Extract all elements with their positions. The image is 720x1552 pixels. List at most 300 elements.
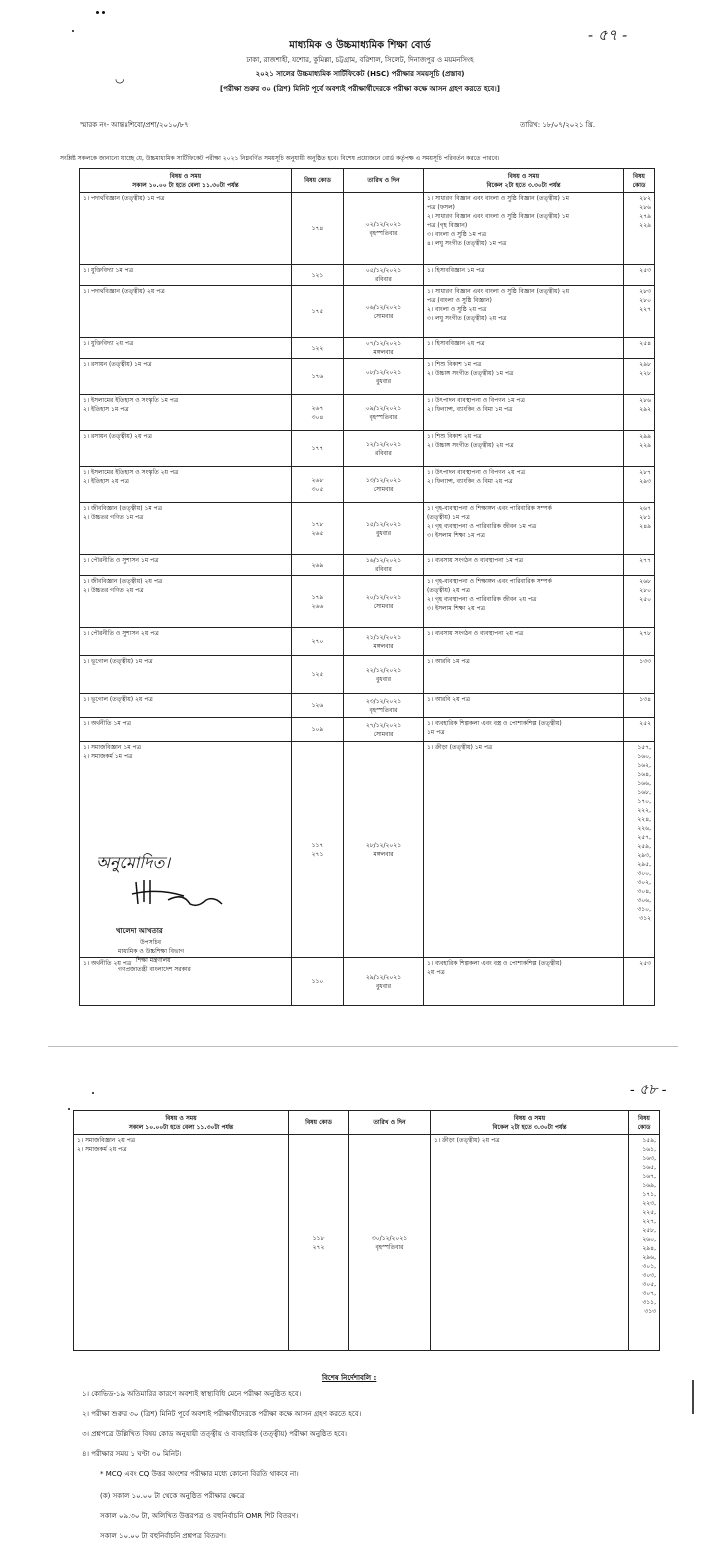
morning-subject-code-line: ২৬৭ — [311, 404, 324, 412]
header-date-day: তারিখ ও দিন — [349, 1111, 431, 1135]
morning-subject-line: ১। ইসলামের ইতিহাস ও সংস্কৃতি ২য় পত্র — [83, 469, 179, 476]
afternoon-subject-line: ১। শিশু বিকাশ ১ম পত্র — [427, 361, 482, 368]
scan-speck — [68, 1108, 70, 1110]
exam-date-day-line: মঙ্গলবার — [373, 349, 394, 356]
schedule-row — [80, 656, 655, 694]
exam-date-day-line: ০২/১২/২০২১ — [365, 220, 402, 228]
morning-subject-code-line: ২৬৫ — [311, 529, 324, 537]
exam-date-day-line: ০৯/১২/২০২১ — [365, 404, 402, 412]
exam-date-day-line: ২২/১২/২০২১ — [365, 666, 402, 674]
afternoon-subject-code-line: ২৮৩ — [639, 288, 651, 295]
schedule-row — [80, 467, 655, 503]
schedule-row — [74, 1135, 660, 1351]
signature-scribble-label — [140, 890, 142, 891]
exam-date-day-line: ৩০/১২/২০২১ — [371, 1234, 408, 1242]
afternoon-subject-line: পত্র (বাংলা ও সুষ্ঠি বিজ্ঞান) — [427, 297, 492, 304]
morning-subject — [80, 503, 292, 555]
afternoon-subject — [424, 694, 624, 718]
afternoon-subject — [424, 555, 624, 576]
scan-speck — [92, 1092, 94, 1094]
morning-subject-code — [292, 718, 344, 742]
morning-subject — [80, 555, 292, 576]
morning-subject-line: ১। পৌরনীতি ও সুশাসন ১ম পত্র — [83, 557, 159, 564]
morning-subject-code-line: ১৭৪ — [311, 225, 324, 232]
morning-subject — [80, 265, 292, 286]
afternoon-subject-code — [624, 193, 655, 265]
exam-date-day — [344, 694, 424, 718]
morning-subject — [80, 338, 292, 359]
morning-subject-code-line: ১২২ — [311, 344, 324, 352]
afternoon-subject-code-line: ২৮১ — [639, 514, 651, 521]
morning-subject-code-line: ২৬৯ — [311, 561, 324, 569]
morning-subject-line: ১। যুক্তিবিদ্যা ২য় পত্র — [83, 340, 134, 347]
morning-subject — [80, 694, 292, 718]
exam-date-day-line: ১৫/১২/২০২১ — [365, 520, 402, 528]
afternoon-subject-line: ২। ফিন্যান্স, ব্যাংকিং ও বিমা ২য় পত্র — [427, 478, 513, 485]
afternoon-subject-code — [624, 286, 655, 338]
afternoon-subject-code-line: ২২৯ — [639, 222, 651, 229]
schedule-row — [80, 576, 655, 628]
afternoon-subject — [424, 431, 624, 467]
morning-subject — [80, 431, 292, 467]
afternoon-subject-line: ২। গৃহ ব্যবস্থাপনা ও পারিবারিক জীবন ১ম পত্র — [427, 523, 537, 530]
afternoon-subject-code — [624, 958, 655, 1006]
afternoon-subject-code-line: ৩০৭, — [642, 1290, 656, 1297]
scan-speck — [102, 11, 105, 14]
afternoon-subject-line: ৪। লঘু সংগীত (তত্ত্বীয়) ১ম পত্র — [427, 240, 507, 247]
morning-subject-code — [292, 656, 344, 694]
morning-subject — [80, 718, 292, 742]
morning-subject-line: ১। পৌরনীতি ও সুশাসন ২য় পত্র — [83, 630, 159, 637]
afternoon-subject-code-line: ১৩৪ — [639, 696, 651, 703]
exam-date-day-line: ০৮/১২/২০২১ — [365, 368, 402, 376]
afternoon-subject-code-line: ২৭৮ — [639, 630, 651, 637]
afternoon-subject-line: ১। সাধারণ বিজ্ঞান এবং বাংলা ও সুষ্ঠি বিজ্ঞান (তত্ত্বীয়) ১ম — [427, 195, 569, 202]
smudge-mark: ◡ — [115, 72, 125, 85]
afternoon-subject-code-line: ১৫৭, — [637, 744, 651, 751]
afternoon-subject-line: ২। উচ্চাঙ্গ সংগীত (তত্ত্বীয়) ২য় পত্র — [427, 442, 514, 449]
afternoon-subject-code-line: ১৬০, — [637, 753, 651, 760]
schedule-row — [80, 193, 655, 265]
afternoon-subject-code-line: ৩০৪, — [637, 888, 651, 895]
afternoon-subject-code-line: ২৭৭ — [639, 557, 651, 564]
afternoon-subject-line: ১। শিশু বিকাশ ২য় পত্র — [427, 433, 482, 440]
afternoon-subject — [424, 628, 624, 656]
morning-subject — [80, 576, 292, 628]
header-subject-code: বিষয় কোড — [292, 169, 344, 193]
header-morning-subject: বিষয় ও সময় সকাল ১০.০০টা হতে বেলা ১১.৩০টা পর্যন্ত — [74, 1111, 289, 1135]
afternoon-subject-code — [624, 431, 655, 467]
afternoon-subject — [424, 338, 624, 359]
header-date-day: তারিখ ও দিন — [344, 169, 424, 193]
header-afternoon-subject: বিষয় ও সময় বিকেল ২টা হতে ৩.৩০টা পর্যন্ত — [424, 169, 624, 193]
exam-date-day-line: ২৯/১২/২০২১ — [365, 973, 402, 981]
morning-subject-code — [292, 694, 344, 718]
afternoon-subject-code-line: ২৬৭ — [639, 505, 651, 512]
signatory-government: গণপ্রজাতন্ত্রী বাংলাদেশ সরকার — [118, 966, 191, 973]
afternoon-subject-line: ২। সাধারণ বিজ্ঞান এবং বাংলা ও সুষ্ঠি বিজ্ঞান (তত্ত্বীয়) ১ম — [427, 213, 569, 220]
page-number-mark-2: - ৫৮ - — [630, 1082, 667, 1098]
afternoon-subject-line: ১। আরবি ২য় পত্র — [427, 696, 471, 703]
scan-edge-mark — [692, 1380, 694, 1414]
afternoon-subject-code-line: ১৬৫, — [642, 1164, 656, 1171]
exam-date-day-line: বৃহস্পতিবার — [369, 413, 398, 421]
exam-date-day — [344, 193, 424, 265]
morning-subject-line: ২। সমাজকর্ম ১ম পত্র — [83, 753, 133, 760]
afternoon-subject — [431, 1135, 629, 1351]
afternoon-subject-code-line: ২৫০ — [639, 596, 651, 603]
morning-subject-code-line: ২৭২ — [312, 1243, 325, 1251]
page-divider — [48, 1046, 678, 1047]
morning-subject-code-line: ১২১ — [311, 271, 324, 279]
intro-text: সংশ্লিষ্ট সকলকে জানানো যাচ্ছে যে, উচ্চমাধ্যমিক সার্টিফিকেট পরীক্ষা ২০২১ নিম্নবর্ণিত সময়সূচি অনুযায়ী অনুষ্ঠিত হবে। বিশেষ প্রয়োজনে বোর্ড কর্তৃপক্ষ এ সময়সূচি পরিবর্তন করতে পারবে। — [60, 155, 500, 162]
morning-subject-code-line: ১০৯ — [311, 726, 324, 733]
exam-date-day-line: রবিবার — [375, 276, 392, 283]
exam-date-day-line: ১৩/১২/২০২১ — [365, 476, 402, 484]
instruction-item: সকাল ০৯.৩০ টা, অলিখিত উত্তরপত্র ও বহুনির্বাচনি OMR শিট বিতরণ। — [100, 1512, 299, 1520]
afternoon-subject-line: ১। গৃহ-ব্যবস্থাপনা ও শিক্ষাঙ্গন এবং পারিবারিক সম্পর্ক — [427, 578, 552, 585]
exam-date-day-line: ০৭/১২/২০২১ — [365, 340, 402, 347]
afternoon-subject-code-line: ২৫২ — [639, 720, 651, 727]
afternoon-subject-code-line: ১৬২, — [637, 762, 651, 769]
morning-subject-code — [292, 265, 344, 286]
morning-subject-line: ১। সমাজবিজ্ঞান ১ম পত্র — [83, 744, 141, 751]
schedule-row — [80, 628, 655, 656]
afternoon-subject-line: ১। সাধারণ বিজ্ঞান এবং বাংলা ও সুষ্ঠি বিজ্ঞান (তত্ত্বীয়) ২য় — [427, 288, 570, 295]
morning-subject-line: ১। পদার্থবিজ্ঞান (তত্ত্বীয়) ১ম পত্র — [83, 195, 165, 202]
afternoon-subject-line: ১। হিসাববিজ্ঞান ১ম পত্র — [427, 267, 485, 274]
afternoon-subject-code-line: ২২৫, — [642, 1209, 656, 1216]
afternoon-subject-code-line: ৩১০, — [637, 906, 651, 913]
morning-subject — [80, 467, 292, 503]
afternoon-subject-code-line: ২২৪, — [637, 816, 651, 823]
afternoon-subject-code-line: ১৭১, — [642, 1191, 656, 1198]
afternoon-subject-code-line: ২৫৯, — [637, 843, 651, 850]
exam-date-day-line: বৃহস্পতিবার — [375, 1243, 404, 1251]
exam-date-day-line: রবিবার — [375, 566, 392, 573]
page-number-mark: - ৫৭ - — [588, 26, 628, 44]
afternoon-subject-code-line: ২৬৮ — [639, 578, 651, 585]
instruction-item: ৩। প্রশ্নপত্রে উল্লিখিত বিষয় কোড অনুযায়ী তত্ত্বীয় ও ব্যবহারিক (তত্ত্বীয়) পরীক্ষা অনুষ্ঠিত হবে। — [82, 1430, 347, 1438]
afternoon-subject-code-line: ১৬৪, — [637, 771, 651, 778]
afternoon-subject-code — [624, 555, 655, 576]
exam-date-day-line: বুধবার — [375, 675, 392, 683]
schedule-row — [80, 718, 655, 742]
exam-date-day — [344, 503, 424, 555]
exam-date-day-line: সোমবার — [373, 730, 394, 738]
morning-subject-code-line: ৩০৪ — [311, 413, 324, 421]
afternoon-subject-code-line: ২৭৯ — [639, 213, 651, 220]
afternoon-subject-code — [624, 359, 655, 395]
morning-subject-code — [292, 742, 344, 958]
instruction-item: ৪। পরীক্ষার সময় ১ ঘণ্টা ৩০ মিনিট। — [82, 1450, 182, 1458]
afternoon-subject — [424, 742, 624, 958]
morning-subject-line: ২। উচ্চতর গণিত ১ম পত্র — [83, 514, 144, 521]
morning-subject-code-line: ১৭৯ — [311, 593, 324, 601]
afternoon-subject-line: ৩। বাংলা ও সুষ্ঠি ১ম পত্র — [427, 231, 487, 238]
exam-date-day — [344, 742, 424, 958]
morning-subject-code — [289, 1135, 349, 1351]
afternoon-subject-code-line: ২৯৬, — [642, 1254, 656, 1261]
exam-date-day-line: ২১/১২/২০২১ — [365, 633, 402, 641]
afternoon-subject-code-line: ২৯৯ — [639, 433, 651, 440]
scan-speck — [96, 11, 99, 14]
exam-date-day — [344, 628, 424, 656]
exam-date-day-line: বুধবার — [375, 377, 392, 385]
afternoon-subject-line: ১ম পত্র — [427, 729, 445, 736]
morning-subject-line: ১। অর্থনীতি ১ম পত্র — [83, 720, 132, 727]
afternoon-subject — [424, 718, 624, 742]
afternoon-subject-line: ১। ব্যবহারিক শিল্পকলা এবং বস্ত্র ও পোশাকশিল্প (তত্ত্বীয়) — [427, 720, 562, 727]
afternoon-subject-code-line: ১৬৬, — [637, 780, 651, 787]
exam-date-day-line: ২৩/১২/২০২১ — [365, 697, 402, 705]
morning-subject-line: ২। ইতিহাস ২য় পত্র — [83, 478, 129, 485]
afternoon-subject-code — [624, 742, 655, 958]
exam-date-day-line: সোমবার — [373, 312, 394, 320]
morning-subject-line: ১। জীববিজ্ঞান (তত্ত্বীয়) ২য় পত্র — [83, 578, 163, 585]
afternoon-subject — [424, 958, 624, 1006]
exam-date-day-line: বুধবার — [375, 529, 392, 537]
header-subject-code-2: বিষয় কোড — [624, 169, 655, 193]
exam-date-day-line: ২৮/১২/২০২১ — [365, 841, 402, 849]
exam-notice: [পরীক্ষা শুরুর ৩০ (ত্রিশ) মিনিট পূর্বে অবশ্যই পরীক্ষার্থীদেরকে পরীক্ষা কক্ষে আসন গ্রহণ করতে হবে।] — [220, 85, 500, 93]
exam-date-day-line: সোমবার — [373, 602, 394, 610]
exam-date-day — [344, 718, 424, 742]
morning-subject-line: ১। জীববিজ্ঞান (তত্ত্বীয়) ১ম পত্র — [83, 505, 163, 512]
afternoon-subject-line: ১। আরবি ১ম পত্র — [427, 658, 470, 665]
afternoon-subject — [424, 467, 624, 503]
instruction-item: ১। কোভিড-১৯ অতিমারির কারণে অবশ্যই স্বাস্থ্যবিধি মেনে পরীক্ষা অনুষ্ঠিত হবে। — [82, 1390, 302, 1398]
exam-date-day-line: রবিবার — [375, 449, 392, 457]
morning-subject-code-line: ১২৬ — [311, 702, 324, 709]
afternoon-subject-code-line: ১৬৯, — [642, 1182, 656, 1189]
afternoon-subject-code — [624, 656, 655, 694]
afternoon-subject-code-line: ৩০৩, — [642, 1272, 656, 1279]
afternoon-subject-code-line: ২৫৮, — [642, 1227, 656, 1234]
morning-subject — [80, 628, 292, 656]
afternoon-subject-code-line: ৩০০, — [637, 870, 651, 877]
afternoon-subject-code-line: ২৯৩, — [637, 852, 651, 859]
board-title: মাধ্যমিক ও উচ্চমাধ্যমিক শিক্ষা বোর্ড — [289, 40, 431, 51]
afternoon-subject-line: ১। ক্রীড়া (তত্ত্বীয়) ১ম পত্র — [427, 744, 493, 751]
afternoon-subject-code-line: ৩১৩ — [644, 1308, 656, 1315]
morning-subject-code-line: ১৭৬ — [311, 373, 324, 380]
afternoon-subject-line: ১। উৎপাদন ব্যবস্থাপনা ও বিপণন ২য় পত্র — [427, 469, 526, 476]
exam-date-day — [344, 431, 424, 467]
afternoon-subject-code-line: ১৩৩ — [639, 658, 651, 665]
afternoon-subject-code-line: ১৫৯, — [642, 1137, 656, 1144]
exam-date-day — [344, 555, 424, 576]
afternoon-subject-line: ১। ব্যবহারিক শিল্পকলা এবং বস্ত্র ও পোশাকশিল্প (তত্ত্বীয়) — [427, 960, 562, 967]
afternoon-subject-line: পত্র (গৃহ বিজ্ঞান) — [427, 222, 468, 229]
afternoon-subject-code-line: ২৫৩ — [639, 267, 651, 274]
instruction-item: ২। পরীক্ষা শুরুর ৩০ (ত্রিশ) মিনিট পূর্বে অবশ্যই পরীক্ষার্থীদেরকে পরীক্ষা কক্ষে আসন গ্রহণ করতে হবে। — [82, 1410, 362, 1418]
signature-scribble — [128, 874, 228, 914]
afternoon-subject-code-line: ২২২, — [637, 807, 651, 814]
morning-subject-code — [292, 628, 344, 656]
afternoon-subject-code — [624, 503, 655, 555]
morning-subject-code-line: ১৭৫ — [311, 308, 324, 315]
schedule-row — [80, 395, 655, 431]
morning-subject — [74, 1135, 289, 1351]
signatory-ministry: শিক্ষা মন্ত্রণালয় — [136, 957, 171, 964]
morning-subject-line: ২। উচ্চতর গণিত ২য় পত্র — [83, 587, 144, 594]
scan-speck — [72, 30, 74, 32]
morning-subject-code-line: ২৭১ — [311, 850, 324, 858]
afternoon-subject-code-line: ২৮৬ — [639, 397, 651, 404]
schedule-row — [80, 286, 655, 338]
signatory-name: খালেদা আখতার — [116, 927, 163, 935]
afternoon-subject-code-line: ৩০১, — [642, 1263, 656, 1270]
exam-date-day — [344, 467, 424, 503]
afternoon-subject-code-line: ১৬৮, — [637, 789, 651, 796]
morning-subject-line: ১। ভূগোল (তত্ত্বীয়) ১ম পত্র — [83, 658, 153, 665]
exam-date-day — [344, 395, 424, 431]
morning-subject-code-line: ১৭৭ — [311, 445, 324, 452]
afternoon-subject — [424, 576, 624, 628]
morning-subject-code — [292, 338, 344, 359]
header-subject-code: বিষয় কোড — [289, 1111, 349, 1135]
afternoon-subject-line: ১। ব্যবসায় সংগঠন ও ব্যবস্থাপনা ২য় পত্র — [427, 630, 524, 637]
signatory-office: মাধ্যমিক ও উচ্চশিক্ষা বিভাগ — [118, 948, 185, 955]
morning-subject-code-line: ১১৭ — [311, 841, 324, 849]
afternoon-subject-code-line: ২৯৫, — [637, 861, 651, 868]
exam-date-day — [344, 359, 424, 395]
exam-date-day — [344, 958, 424, 1006]
morning-subject-code-line: ১১০ — [311, 978, 324, 985]
morning-subject-code — [292, 286, 344, 338]
exam-date-day-line: মঙ্গলবার — [373, 642, 394, 650]
morning-subject-line: ১। রসায়ন (তত্ত্বীয়) ১ম পত্র — [83, 361, 152, 368]
morning-subject — [80, 193, 292, 265]
morning-subject-code — [292, 555, 344, 576]
morning-subject-line: ১। পদার্থবিজ্ঞান (তত্ত্বীয়) ২য় পত্র — [83, 288, 165, 295]
afternoon-subject-code-line: ৩০৬, — [637, 897, 651, 904]
afternoon-subject — [424, 656, 624, 694]
afternoon-subject-line: ৩। ইসলাম শিক্ষা ১ম পত্র — [427, 532, 485, 539]
morning-subject-line: ২। ইতিহাস ১ম পত্র — [83, 406, 129, 413]
afternoon-subject-code-line: ২৮৬ — [639, 204, 651, 211]
schedule-row — [80, 338, 655, 359]
morning-subject-code-line: ১৭৮ — [311, 520, 324, 528]
exam-date-day-line: সোমবার — [373, 485, 394, 493]
exam-date-day-line: ১৬/১২/২০২১ — [365, 557, 402, 564]
afternoon-subject-code-line: ১৬৩, — [642, 1155, 656, 1162]
exam-date-day — [344, 576, 424, 628]
exam-date-day-line: ০৬/১২/২০২১ — [365, 303, 402, 311]
afternoon-subject-code-line: ২৬০, — [642, 1236, 656, 1243]
morning-subject-line: ১। ইসলামের ইতিহাস ও সংস্কৃতি ১ম পত্র — [83, 397, 179, 404]
afternoon-subject — [424, 503, 624, 555]
afternoon-subject-code-line: ২২৭, — [642, 1218, 656, 1225]
afternoon-subject-code-line: ২৪৯ — [639, 523, 651, 530]
instruction-item: সকাল ১০.০০ টা বহুনির্বাচনি প্রশ্নপত্র বিতরণ। — [100, 1532, 226, 1540]
exam-date-day-line: মঙ্গলবার — [373, 850, 394, 858]
morning-subject-line: ১। রসায়ন (তত্ত্বীয়) ২য় পত্র — [83, 433, 152, 440]
afternoon-subject-code-line: ২৮০ — [639, 587, 651, 594]
morning-subject — [80, 395, 292, 431]
morning-subject-code — [292, 395, 344, 431]
exam-date-day-line: ১২/১২/২০২১ — [365, 440, 402, 448]
afternoon-subject-code — [624, 395, 655, 431]
afternoon-subject-code-line: ১৬৭, — [642, 1173, 656, 1180]
afternoon-subject-code-line: ২৯৮ — [639, 361, 651, 368]
morning-subject-code — [292, 359, 344, 395]
afternoon-subject-line: ২। উচ্চাঙ্গ সংগীত (তত্ত্বীয়) ১ম পত্র — [427, 370, 514, 377]
morning-subject-line: ১। যুক্তিবিদ্যা ১ম পত্র — [83, 267, 134, 274]
exam-date-day — [349, 1135, 431, 1351]
morning-subject-line: ২। সমাজকর্ম ২য় পত্র — [77, 1146, 127, 1153]
header-morning-subject: বিষয় ও সময় সকাল ১০.০০ টা হতে বেলা ১১.৩০টা পর্যন্ত — [80, 169, 292, 193]
morning-subject-code-line: ২৬৮ — [311, 476, 324, 484]
morning-subject-code — [292, 193, 344, 265]
schedule-row — [80, 555, 655, 576]
exam-date-day-line: বুধবার — [375, 982, 392, 990]
approval-handwriting: অনুমোদিত। — [96, 853, 171, 872]
afternoon-subject-code-line: ২২৮ — [639, 370, 651, 377]
exam-date-day-line: বৃহস্পতিবার — [369, 706, 398, 714]
morning-subject-line: ১। সমাজবিজ্ঞান ২য় পত্র — [77, 1137, 136, 1144]
afternoon-subject — [424, 395, 624, 431]
morning-subject — [80, 359, 292, 395]
schedule-row — [80, 694, 655, 718]
afternoon-subject-line: (তত্ত্বীয়) ১ম পত্র — [427, 514, 470, 521]
exam-date-day-line: ২০/১২/২০২১ — [365, 593, 402, 601]
afternoon-subject-code-line: ১৭০, — [637, 798, 651, 805]
afternoon-subject-code-line: ২৮৭ — [639, 469, 651, 476]
morning-subject-code — [292, 431, 344, 467]
afternoon-subject-code-line: ২৯৩ — [639, 478, 651, 485]
afternoon-subject-line: (তত্ত্বীয়) ২য় পত্র — [427, 587, 470, 594]
afternoon-subject-line: ১। হিসাববিজ্ঞান ২য় পত্র — [427, 340, 485, 347]
schedule-row — [80, 503, 655, 555]
morning-subject-code-line: ২৭০ — [311, 638, 324, 645]
afternoon-subject-line: ২। বাংলা ও সুষ্ঠি ২য় পত্র — [427, 306, 487, 313]
exam-date-day — [344, 286, 424, 338]
afternoon-subject-code-line: ৩১১, — [642, 1299, 656, 1306]
afternoon-subject-code-line: ২২৭ — [639, 306, 651, 313]
afternoon-subject-code-line: ৩০২, — [637, 879, 651, 886]
exam-date-day — [344, 265, 424, 286]
afternoon-subject-code-line: ২৫৩ — [639, 960, 651, 967]
afternoon-subject-code — [624, 718, 655, 742]
afternoon-subject-line: ২য় পত্র — [427, 969, 445, 976]
memo-number: স্মারক নং- আন্তঃশিবো/প্রশা/২০১০/৮৭ — [80, 121, 189, 129]
afternoon-subject-code-line: ২৫৪ — [639, 340, 651, 347]
header-afternoon-subject: বিষয় ও সময় বিকেল ২টা হতে ৩.৩০টা পর্যন্ত — [431, 1111, 629, 1135]
afternoon-subject-line: ৩। ইসলাম শিক্ষা ২য় পত্র — [427, 605, 486, 612]
morning-subject-line: ১। ভূগোল (তত্ত্বীয়) ২য় পত্র — [83, 696, 153, 703]
afternoon-subject — [424, 193, 624, 265]
afternoon-subject-code — [629, 1135, 660, 1351]
morning-subject-line: ১। অর্থনীতি ২য় পত্র — [83, 960, 132, 967]
exam-schedule-table-continued — [73, 1110, 660, 1351]
exam-date-day-line: ২৭/১২/২০২১ — [365, 721, 402, 729]
afternoon-subject-code-line: ১৬১, — [642, 1146, 656, 1153]
instructions-title: বিশেষ নির্দেশাবলি : — [322, 1374, 377, 1382]
morning-subject — [80, 286, 292, 338]
boards-list: ঢাকা, রাজশাহী, যশোর, কুমিল্লা, চট্টগ্রাম, বরিশাল, সিলেট, দিনাজপুর ও ময়মনসিংহ — [246, 56, 474, 64]
afternoon-subject-code-line: ২২৯ — [639, 442, 651, 449]
morning-subject-code-line: ৩০৫ — [311, 485, 324, 493]
afternoon-subject — [424, 359, 624, 395]
afternoon-subject-code-line: ২৫৭, — [637, 834, 651, 841]
afternoon-subject-line: পত্র (ফসল) — [427, 204, 455, 211]
schedule-row — [80, 359, 655, 395]
afternoon-subject — [424, 286, 624, 338]
morning-subject-code-line: ২৬৬ — [311, 602, 324, 610]
afternoon-subject-code-line: ৩১২ — [639, 915, 651, 922]
